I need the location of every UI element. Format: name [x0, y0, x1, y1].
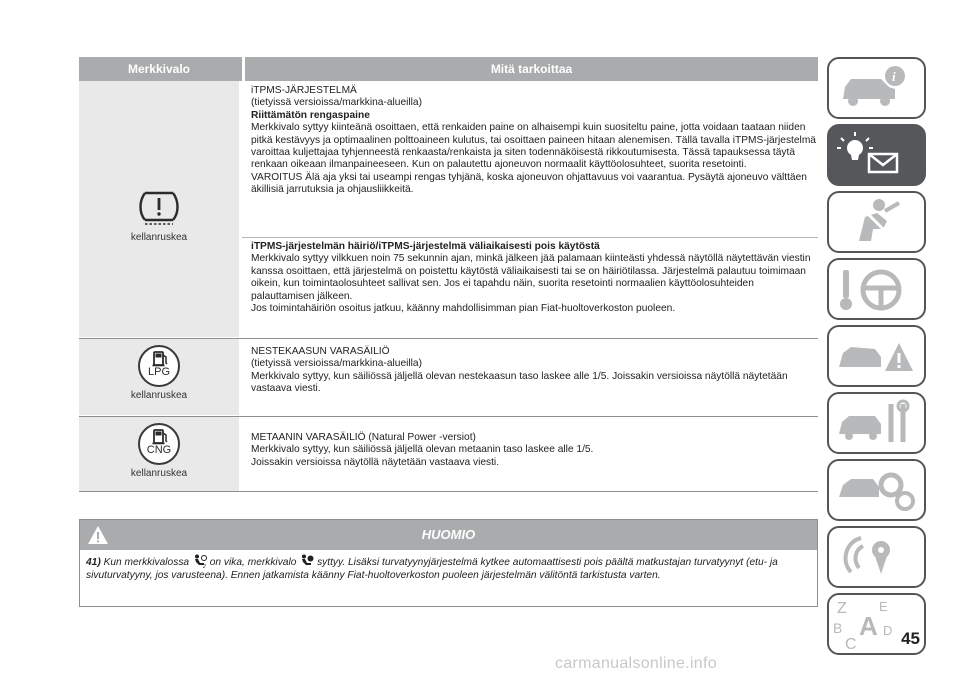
tab-multimedia[interactable] [827, 526, 926, 588]
row-3-icon-cell [79, 423, 239, 479]
lpg-icon-text: LPG [147, 366, 170, 378]
watermark: carmanualsonline.info [555, 655, 717, 672]
index-letter: D [883, 623, 893, 638]
description-paragraph: Merkkivalo syttyy vilkkuen noin 75 sekunnin ajan, minkä jälkeen jää palamaan kiinteästi yhdessä näytöllä näytettävän viestin kanssa osoittaen, että järjestelmä on poistettu käytöstä väliaikaisesti tai se on häiriötilassa. Järjestelmä palautuu toimimaan oikein, kun toimintaolosuhteet sallivat sen. Jos ei tapahdu näin, suorita resetointi normaalien käyttöolosuhteiden palauttamisen jälkeen. [251, 253, 811, 302]
system-title: NESTEKAASUN VARASÄILIÖ [251, 346, 390, 357]
description-paragraph: Joissakin versioissa näytöllä näytetään vastaava viesti. [251, 456, 500, 468]
color-label: kellanruskea [130, 468, 188, 479]
tab-emergency[interactable] [827, 325, 926, 387]
availability-note: (tietyissä versioissa/markkina-alueilla) [251, 358, 422, 370]
cng-fuel-icon [138, 423, 180, 465]
index-letter: E [879, 599, 888, 614]
specifications-gears-icon [829, 461, 924, 519]
table-header [79, 57, 818, 81]
note-text [86, 554, 812, 582]
row-divider [79, 338, 818, 339]
tab-specifications[interactable] [827, 459, 926, 521]
row-3-description [251, 432, 817, 469]
lpg-fuel-icon [138, 345, 180, 387]
emergency-car-icon [829, 327, 924, 385]
row-1-icon-cell [79, 187, 239, 243]
description-paragraph: Jos toimintahäiriön osoitus jatkuu, käänny mahdollisimman pian Fiat-huoltoverkoston puoleen. [251, 303, 676, 315]
row-divider [242, 237, 818, 238]
row-2-description [251, 346, 817, 396]
warning-paragraph: VAROITUS Älä aja yksi tai useampi rengas tyhjänä, koska ajoneuvon ohjattavuus voi vaarantua. Pysäytä ajoneuvo välttäen äkillisiä jarrutuksia ja ohjausliikkeitä. [251, 171, 807, 196]
description-paragraph: Merkkivalo syttyy kiinteänä osoittaen, että renkaiden paine on alhaisempi kuin suositeltu paine, jotta voidaan taataan niiden pitkä kestävyys ja optimaalinen polttoaineen kulutus, tai osoittaen paineen hitaan alenemisen. Tällä tavalla iTPMS-järjestelmä varoittaa kuljettajaa tyhjenneestä renkaasta/renkaista ja siten todennäköisestä rikkoutumisesta. Tässä tapauksessa täytä renkaan oikeaan ilmanpaineeseen. Kun on palautettu ajoneuvon normaalit käyttöolosuhteet, suorita resetointi. [251, 122, 816, 171]
tab-warning-lights[interactable] [827, 124, 926, 186]
airbag-icon [299, 554, 314, 568]
index-letter: Z [837, 600, 847, 617]
index-letter: B [833, 620, 843, 636]
note-text-part: on vika, merkkivalo [209, 557, 297, 568]
system-title: iTPMS-JÄRJESTELMÄ [251, 85, 357, 96]
system-title: METAANIN VARASÄILIÖ (Natural Power -versiot) [251, 432, 476, 443]
section-heading: iTPMS-järjestelmän häiriö/iTPMS-järjestelmä väliaikaisesti pois käytöstä [251, 241, 600, 252]
note-text-part: Kun merkkivalossa [103, 557, 190, 568]
multimedia-icon [829, 528, 924, 586]
availability-note: (tietyissä versioissa/markkina-alueilla) [251, 97, 422, 109]
warning-lights-table [79, 57, 818, 492]
row-2-icon-cell [79, 345, 239, 401]
attention-note [79, 519, 818, 607]
svg-text:2: 2 [202, 564, 206, 568]
row-1b-description [251, 241, 817, 315]
description-paragraph: Merkkivalo syttyy, kun säiliössä jäljellä olevan nestekaasun taso laskee alle 1/5. Joissakin versioissa näytöllä näytetään vastaava viesti. [251, 370, 788, 395]
note-header [80, 520, 817, 550]
tab-starting-driving[interactable] [827, 258, 926, 320]
cng-icon-text: CNG [146, 444, 172, 456]
section-heading: Riittämätön rengaspaine [251, 109, 370, 121]
airbag-deactivated-icon [192, 554, 207, 568]
page-number: 45 [901, 629, 920, 648]
note-text-part: syttyy. Lisäksi turvatyynyjärjestelmä kytkee automaattisesti pois päältä matkustajan turvatyynyt (etu- ja sivuturvatyyny, jos varusteena). Ennen jatkamista käänny Fiat-huoltoverkoston puoleen järjestelmän välitöntä tarkistusta varten. [86, 557, 778, 581]
tab-maintenance[interactable] [827, 392, 926, 454]
row-divider [79, 416, 818, 417]
svg-text:i: i [892, 69, 896, 84]
table-bottom-border [79, 491, 818, 492]
description-paragraph: Merkkivalo syttyy, kun säiliössä jäljellä olevan metaanin taso laskee alle 1/5. [251, 444, 594, 456]
index-letter: A [859, 611, 878, 641]
seat-safety-icon [829, 193, 924, 251]
tab-car-info[interactable] [827, 57, 926, 119]
tab-safety[interactable] [827, 191, 926, 253]
row-1-description [251, 85, 817, 197]
index-letter: C [845, 636, 857, 653]
car-info-icon [829, 59, 924, 117]
tpms-warning-icon [137, 187, 181, 229]
header-indicator: Merkkivalo [127, 62, 191, 76]
warning-lights-message-icon [829, 126, 924, 184]
header-meaning: Mitä tarkoittaa [242, 57, 818, 81]
key-steering-wheel-icon [829, 260, 924, 318]
color-label: kellanruskea [130, 232, 188, 243]
color-label: kellanruskea [130, 390, 188, 401]
note-number: 41) [86, 557, 101, 568]
note-title: HUOMIO [421, 527, 476, 542]
maintenance-car-icon [829, 394, 924, 452]
